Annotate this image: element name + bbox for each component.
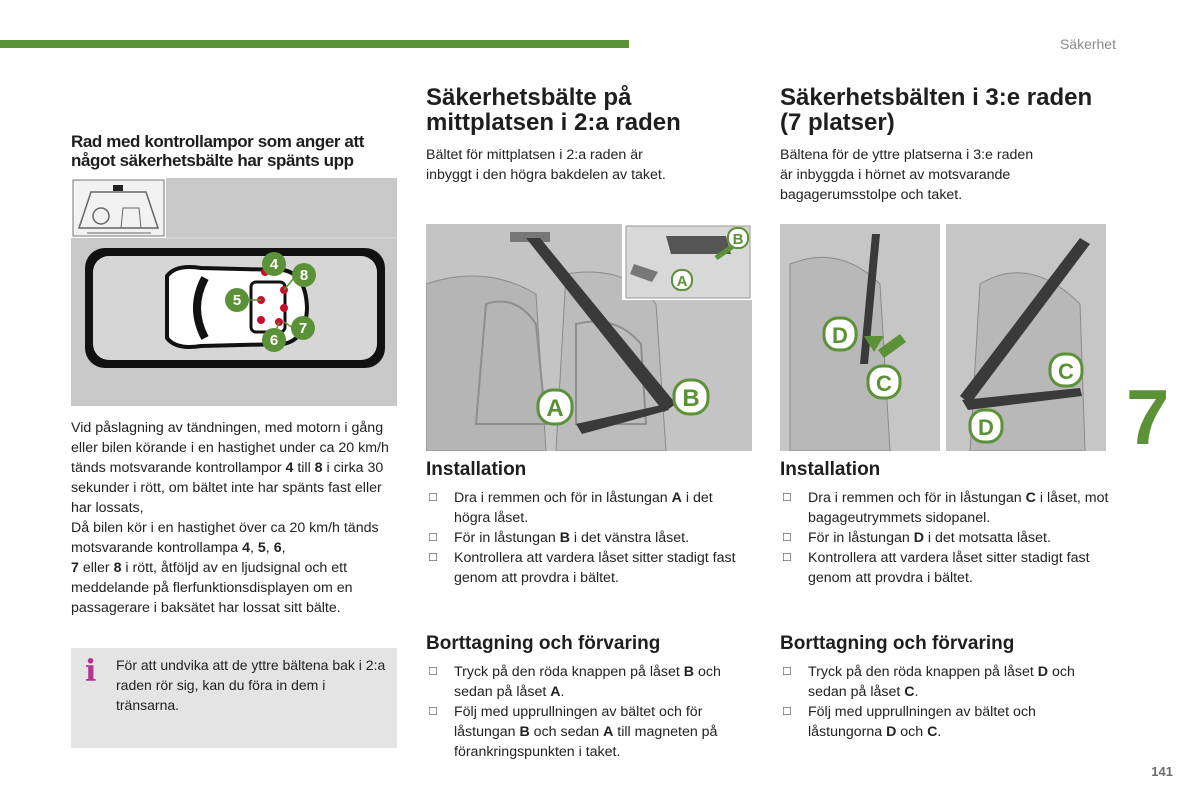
middle-installation-heading: Installation: [426, 459, 527, 480]
right-removal-list: [780, 662, 1110, 742]
info-text: För att undvika att de yttre bältena bak i 2:a raden rör sig, kan du föra in dem i tränsarna.: [116, 657, 386, 713]
chapter-number: 7: [1126, 373, 1170, 461]
lamp-label-6: 6: [269, 332, 279, 349]
lamp-label-7: 7: [298, 320, 308, 337]
right-title: Säkerhetsbälten i 3:e raden (7 platser): [780, 84, 1093, 136]
warning-lamp-illustration: [71, 178, 397, 406]
callout-c-right: C: [1058, 359, 1074, 384]
middle-seatbelt-illustration: [426, 224, 752, 451]
list-item: ☐ Följ med upprullningen av bältet och låstungorna D och C.: [782, 704, 1036, 740]
right-installation-heading: Installation: [780, 459, 881, 480]
callout-c-left: C: [876, 371, 892, 396]
left-paragraph-1: Vid påslagning av tändningen, med motorn i gång eller bilen körande i en hastighet under ca 20 km/h tänds motsvarande kontrollampor 4 till 8 i cirka 30 sekunder i rött, om bältet inte har spänts fast eller har lossats,: [71, 420, 389, 516]
dashboard-illustration: [71, 178, 397, 406]
middle-removal-heading: Borttagning och förvaring: [426, 633, 661, 654]
left-paragraph-2: Då bilen kör i en hastighet över ca 20 km/h tänds motsvarande kontrollampa 4, 5, 6, 7 eller 8 i rött, åtföljd av en ljudsignal och ett meddelande på flerfunktionsdisplayen om en passagerare i baksätet har lossat sitt bälte.: [71, 520, 379, 616]
center-belt-illustration: [426, 224, 752, 451]
middle-removal-list: [426, 662, 752, 762]
third-row-belt-illustration: [780, 224, 1106, 451]
list-item: ☐ Kontrollera att vardera låset sitter stadigt fast genom att provdra i bältet.: [782, 550, 1090, 586]
lamp-label-4: 4: [269, 256, 279, 273]
right-seatbelt-illustration: [780, 224, 1106, 451]
list-item: ☐ För in låstungan B i det vänstra låset.: [428, 530, 690, 546]
inset-label-a: A: [676, 273, 688, 290]
list-item: ☐ Följ med upprullningen av bältet och för låstungan B och sedan A till magneten på förankringspunkten i taket.: [428, 704, 718, 760]
callout-d-left: D: [832, 323, 848, 348]
right-removal-heading: Borttagning och förvaring: [780, 633, 1015, 654]
lamp-label-8: 8: [299, 267, 309, 284]
page-number: 141: [1151, 764, 1173, 779]
list-item: ☐ Dra i remmen och för in låstungan C i låset, mot bagageutrymmets sidopanel.: [782, 490, 1109, 526]
list-item: ☐ Tryck på den röda knappen på låset D och sedan på låset C.: [782, 664, 1075, 700]
right-intro: Bältena för de yttre platserna i 3:e raden är inbyggda i hörnet av motsvarande bagagerumsstolpe och taket.: [780, 147, 1034, 203]
middle-intro: Bältet för mittplatsen i 2:a raden är inbyggt i den högra bakdelen av taket.: [426, 147, 666, 183]
list-item: ☐ Dra i remmen och för in låstungan A i det högra låset.: [428, 490, 713, 526]
inset-label-b: B: [732, 231, 744, 248]
right-installation-list: [780, 488, 1110, 588]
callout-d-right: D: [978, 415, 994, 440]
callout-a: A: [546, 395, 564, 422]
list-item: ☐ Kontrollera att vardera låset sitter stadigt fast genom att provdra i bältet.: [428, 550, 736, 586]
middle-installation-list: [426, 488, 752, 588]
list-item: ☐ Tryck på den röda knappen på låset B och sedan på låset A.: [428, 664, 721, 700]
lamp-label-5: 5: [232, 292, 242, 309]
section-name: Säkerhet: [1059, 36, 1116, 52]
left-heading: Rad med kontrollampor som anger att något säkerhetsbälte har spänts upp: [71, 132, 364, 170]
list-item: ☐ För in låstungan D i det motsatta låset.: [782, 530, 1051, 546]
top-accent-bar: [0, 40, 629, 48]
middle-title: Säkerhetsbälte på mittplatsen i 2:a raden: [426, 84, 681, 136]
callout-b: B: [682, 385, 700, 412]
info-icon: i: [85, 654, 97, 689]
